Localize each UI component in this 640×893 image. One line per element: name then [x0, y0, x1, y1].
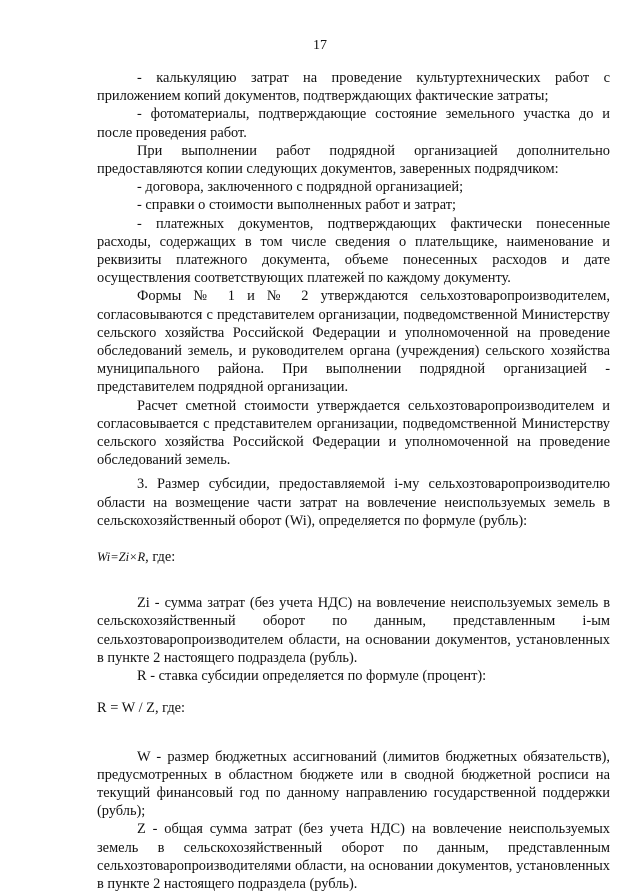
paragraph: W - размер бюджетных ассигнований (лимитов бюджетных обязательств), предусмотренных в областном бюджете или в сводной бюджетной росписи на текущий финансовый год по данному направлению государственной поддержки (рубль); [97, 748, 610, 820]
paragraph: При выполнении работ подрядной организацией дополнительно предоставляются копии следующих документов, заверенных подрядчиком: [97, 142, 610, 178]
document-body [97, 69, 610, 893]
paragraph: 3. Размер субсидии, предоставляемой i-му сельхозтоваропроизводителю области на возмещение части затрат на вовлечение неиспользуемых земель в сельскохозяйственный оборот (Wi), определяется по формуле (рубль): [97, 476, 610, 529]
formula-r: R = W / Z, где: [97, 700, 186, 717]
paragraph: - фотоматериалы, подтверждающие состояние земельного участка до и после проведения работ. [97, 106, 610, 141]
paragraph: - справки о стоимости выполненных работ и затрат; [137, 197, 457, 214]
paragraph: Z - общая сумма затрат (без учета НДС) на вовлечение неиспользуемых земель в сельскохозяйственный оборот по данным, представленным сельхозтоваропроизводителями области, на основании документов, установленных в пункте 2 настоящего подраздела (рубль). [97, 821, 610, 892]
paragraph: R - ставка субсидии определяется по формуле (процент): [137, 668, 487, 685]
formula-wi-expression: Wi=Zi×R [97, 550, 146, 565]
paragraph: Формы № 1 и № 2 утверждаются сельхозтоваропроизводителем, согласовываются с представителем организации, подведомственной Министерству сельского хозяйства Российской Федерации и уполномоченной на проведение обследований земель, и руководителем органа (учреждения) сельского хозяйства муниципального района. При выполнении подрядной организацией - представителем подрядной организации. [97, 288, 610, 396]
paragraph: - договора, заключенного с подрядной организацией; [137, 179, 464, 196]
paragraph: - платежных документов, подтверждающих фактически понесенные расходы, содержащих в том числе сведения о плательщике, наименование и реквизиты платежного документа, объеме понесенных расходов и дате осуществления соответствующих платежей по каждому документу. [97, 215, 610, 287]
paragraph: - калькуляцию затрат на проведение культуртехнических работ с приложением копий документов, подтверждающих фактические затраты; [97, 70, 610, 105]
formula-wi-suffix: , где: [145, 549, 176, 566]
page-number: 17 [313, 38, 327, 53]
formula-wi [97, 548, 610, 566]
paragraph: Zi - сумма затрат (без учета НДС) на вовлечение неиспользуемых земель в сельскохозяйственный оборот по данным, представленным i-ым сельхозтоваропроизводителем области, на основании документов, установленных в пункте 2 настоящего подраздела (рубль). [97, 595, 610, 666]
paragraph: Расчет сметной стоимости утверждается сельхозтоваропроизводителем и согласовывается с представителем организации, подведомственной Министерству сельского хозяйства Российской Федерации и уполномоченной на проведение обследований земель. [97, 397, 610, 469]
